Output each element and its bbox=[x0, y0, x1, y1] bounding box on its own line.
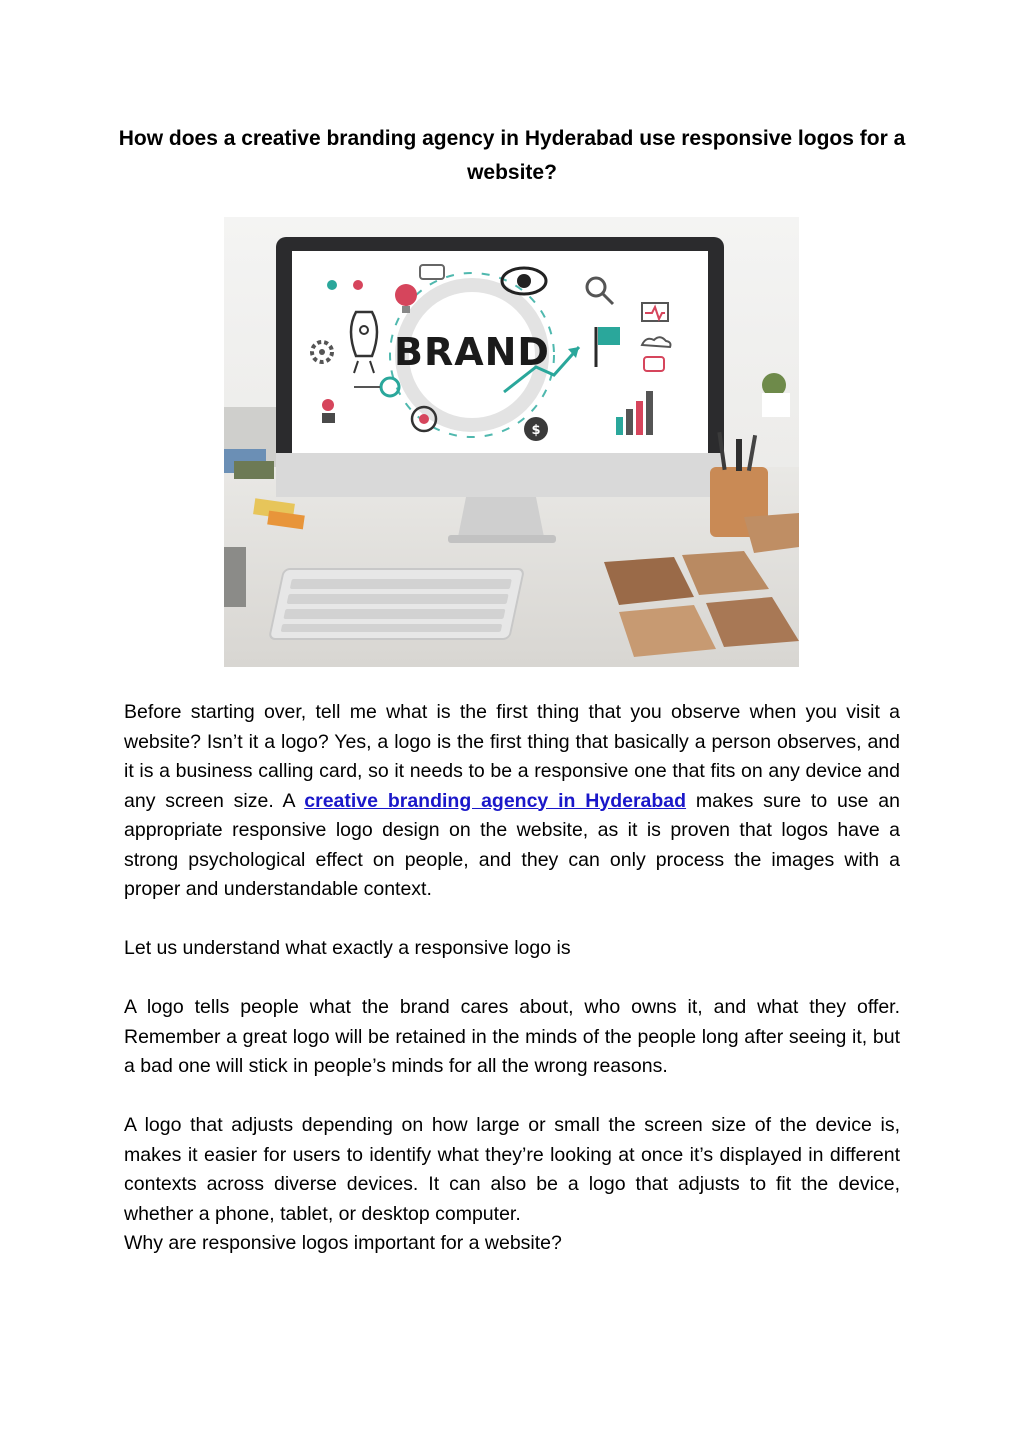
article-body bbox=[124, 698, 900, 1288]
intro-text-before-link: Before starting over, tell me what is the first thing that you observe when you visit a website? Isn’t it a logo? Yes, a logo is the first thing that basically a person observes, and it is a business calling card, so it needs to be a responsive one that fits on any device and any screen size. A bbox=[124, 701, 900, 812]
page-title: How does a creative branding agency in Hyderabad use responsive logos for a website? bbox=[118, 127, 906, 184]
coin-symbol: $ bbox=[531, 423, 541, 438]
agency-link[interactable]: creative branding agency in Hyderabad bbox=[304, 789, 687, 812]
logo-meaning-paragraph: A logo tells people what the brand cares about, who owns it, and what they offer. Remember a great logo will be retained in the minds of the people long after seeing it, but a bad one will stick in people’s minds for all the wrong reasons. bbox=[124, 996, 900, 1077]
intro-text-after-link: makes sure to use an appropriate responsive logo design on the website, as it is proven that logos have a strong psychological effect on people, and they can only process the images with a proper and understandable context. bbox=[124, 789, 900, 900]
intro-paragraph bbox=[124, 698, 900, 905]
screen-brand-text: BRAND bbox=[394, 330, 550, 374]
hero-image bbox=[224, 217, 799, 667]
section-heading-responsive-logo: Let us understand what exactly a responsive logo is bbox=[124, 937, 571, 959]
section-heading-why-important: Why are responsive logos important for a website? bbox=[124, 1232, 562, 1254]
logo-adjusts-paragraph: A logo that adjusts depending on how large or small the screen size of the device is, makes it easier for users to identify what they’re looking at once it’s displayed in different contexts across diverse devices. It can also be a logo that adjusts to fit the device, whether a phone, tablet, or desktop computer. bbox=[124, 1114, 900, 1225]
